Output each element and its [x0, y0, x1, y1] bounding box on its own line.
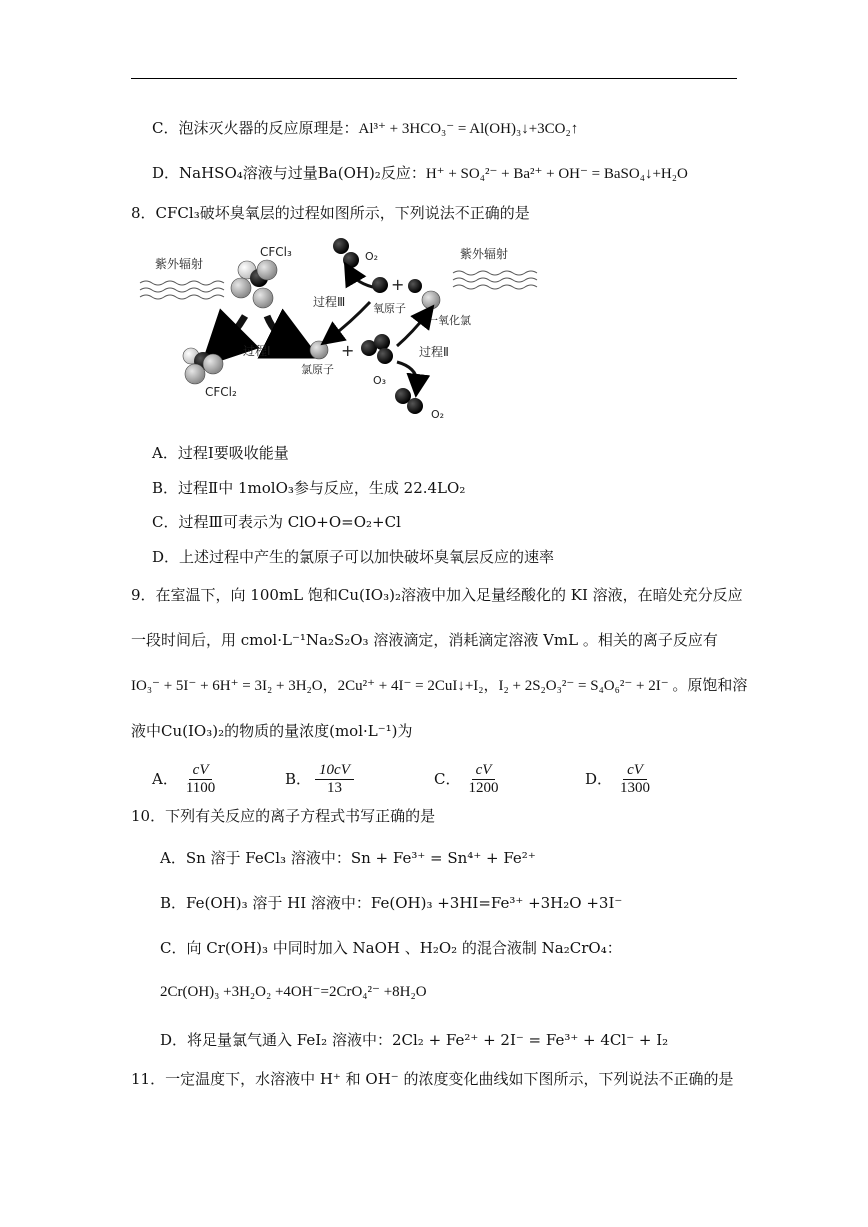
fraction-denominator: 1100	[185, 779, 216, 796]
q7-option-d	[152, 163, 688, 184]
chlorine-atom-label: 氯原子	[301, 363, 334, 376]
header-rule	[131, 78, 737, 79]
q9-option-a-fraction	[182, 762, 219, 797]
q9-option-b	[285, 760, 354, 797]
ozone-molecule	[361, 334, 393, 364]
q8-option-a: A．过程Ⅰ要吸收能量	[152, 444, 289, 462]
q8-option-b: B．过程Ⅱ中 1molO₃参与反应，生成 22.4LO₂	[152, 479, 466, 497]
plus-sign-1: +	[341, 341, 355, 360]
q9-option-c-label: C．	[434, 770, 461, 788]
process2-label: 过程Ⅱ	[419, 345, 449, 359]
fraction-numerator: 10cV	[315, 762, 354, 780]
cfcl2-label: CFCl₂	[205, 385, 237, 399]
q9-option-d-fraction	[616, 762, 654, 797]
q8-stem: 8．CFCl₃破坏臭氧层的过程如图所示，下列说法不正确的是	[131, 204, 530, 222]
q7-c-text: C．泡沫灭火器的反应原理是：	[152, 119, 359, 137]
q9-line-2: 一段时间后，用 cmol·L⁻¹Na₂S₂O₃ 溶液滴定，消耗滴定溶液 VmL 。相关的离子反应有	[131, 631, 718, 649]
q9-line-3: IO₃⁻ + 5I⁻ + 6H⁺ = 3I₂ + 3H₂O，2Cu²⁺ + 4I⁻ = 2CuI↓+I₂，I₂ + 2S₂O₃²⁻ = S₄O₆²⁻ + 2I⁻ 。原饱和溶	[131, 678, 748, 694]
q9-line-1: 9．在室温下，向 100mL 饱和Cu(IO₃)₂溶液中加入足量经酸化的 KI 溶液，在暗处充分反应	[131, 586, 743, 604]
fraction-denominator: 1200	[468, 779, 499, 796]
q9-option-b-fraction	[315, 762, 354, 797]
o2-molecule-top	[333, 238, 359, 268]
o2-label-top: O₂	[365, 250, 379, 263]
cfcl2-molecule	[183, 348, 223, 384]
q9-option-a	[152, 760, 219, 797]
q10-option-c: C．向 Cr(OH)₃ 中同时加入 NaOH 、H₂O₂ 的混合液制 Na₂CrO₄：	[160, 939, 622, 957]
uv-label-left: 紫外辐射	[155, 257, 204, 271]
chlorine-atom	[310, 341, 328, 359]
q10-option-c-equation: 2Cr(OH)₃ +3H₂O₂ +4OH⁻=2CrO₄²⁻ +8H₂O	[160, 984, 427, 1000]
q7-option-c	[152, 118, 578, 139]
q7-c-equation: Al³⁺ + 3HCO₃⁻ = Al(OH)₃↓+3CO₂↑	[358, 121, 579, 137]
q9-option-b-label: B．	[285, 770, 312, 788]
q9-option-a-label: A．	[152, 770, 178, 788]
q10-option-b: B．Fe(OH)₃ 溶于 HI 溶液中：Fe(OH)₃ +3HI=Fe³⁺ +3H₂O +3I⁻	[160, 894, 623, 912]
q7-d-equation: H⁺ + SO₄²⁻ + Ba²⁺ + OH⁻ = BaSO₄↓+H₂O	[425, 166, 688, 182]
o2-molecule-bottom	[395, 388, 423, 414]
ozone-label: O₃	[373, 374, 387, 387]
uv-label-right: 紫外辐射	[460, 247, 509, 261]
q11-stem: 11．一定温度下，水溶液中 H⁺ 和 OH⁻ 的浓度变化曲线如下图所示，下列说法不正确的是	[131, 1070, 734, 1088]
fraction-denominator: 1300	[620, 779, 651, 796]
fraction-numerator: cV	[189, 762, 213, 780]
q10-stem: 10．下列有关反应的离子方程式书写正确的是	[131, 807, 436, 825]
cfcl3-molecule	[231, 260, 277, 308]
oxygen-atom-label: 氧原子	[373, 302, 406, 315]
process2-arrow-down	[397, 362, 417, 386]
cfcl3-label: CFCl₃	[260, 245, 292, 259]
q9-option-c	[434, 760, 502, 797]
q10-option-d: D．将足量氯气通入 FeI₂ 溶液中：2Cl₂ + Fe²⁺ + 2I⁻ = Fe³⁺ + 4Cl⁻ + I₂	[160, 1031, 669, 1049]
q8-option-d: D．上述过程中产生的氯原子可以加快破坏臭氧层反应的速率	[152, 548, 555, 566]
q9-option-d	[585, 760, 654, 797]
q9-line-4: 液中Cu(IO₃)₂的物质的量浓度(mol·L⁻¹)为	[131, 722, 413, 740]
fraction-numerator: cV	[472, 762, 496, 780]
uv-waves-left	[140, 281, 224, 299]
clo-label: 一氧化氯	[427, 314, 471, 327]
q9-option-c-fraction	[464, 762, 502, 797]
uv-waves-right	[453, 271, 537, 289]
q7-d-text: D．NaHSO₄溶液与过量Ba(OH)₂反应：	[152, 164, 426, 182]
fraction-denominator: 13	[326, 779, 342, 796]
fraction-numerator: cV	[623, 762, 647, 780]
ozone-depletion-diagram	[135, 228, 555, 428]
clo-molecule-top	[408, 279, 440, 309]
q9-option-d-label: D．	[585, 770, 613, 788]
process1-arrow-right	[267, 316, 295, 346]
process1-label: 过程Ⅰ	[243, 344, 271, 358]
plus-sign-2: +	[391, 275, 405, 294]
q8-option-c: C．过程Ⅲ可表示为 ClO+O=O₂+Cl	[152, 513, 401, 531]
q10-option-a: A．Sn 溶于 FeCl₃ 溶液中：Sn + Fe³⁺ = Sn⁴⁺ + Fe²⁺	[160, 849, 536, 867]
o2-label-bottom: O₂	[431, 408, 445, 421]
process3-label: 过程Ⅲ	[313, 295, 346, 309]
process1-arrow-left	[220, 316, 245, 348]
oxygen-atom	[372, 277, 388, 293]
process2-arrow-up	[397, 314, 427, 346]
